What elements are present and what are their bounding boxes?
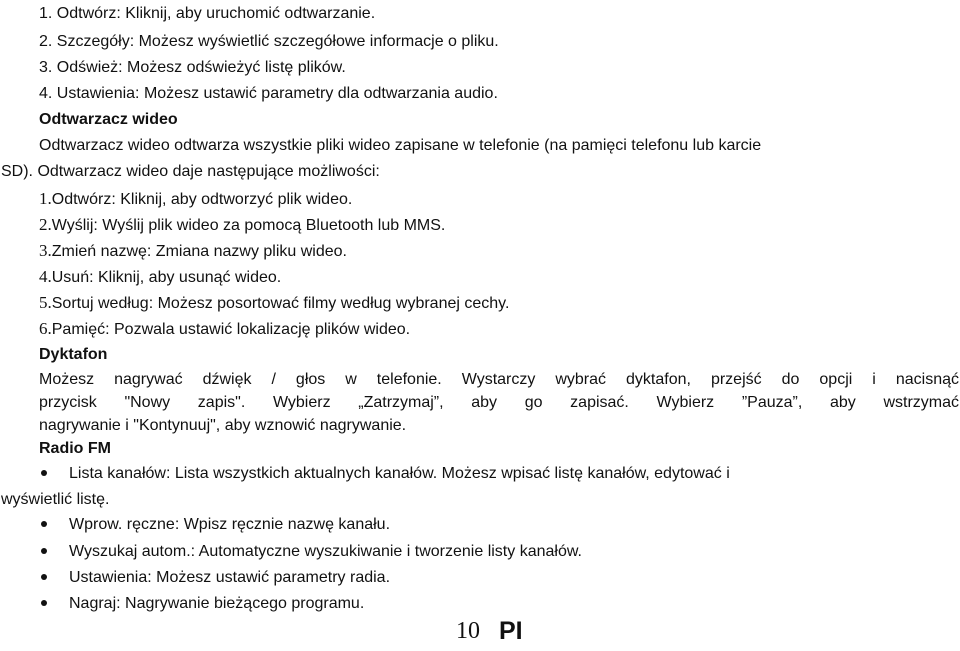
- radio-item-channel-list: Lista kanałów: Lista wszystkich aktualnych kanałów. Możesz wpisać listę kanałów, edytować i: [69, 465, 730, 482]
- language-label: PI: [499, 617, 523, 645]
- radio-item-auto-search: Wyszukaj autom.: Automatyczne wyszukiwanie i tworzenie listy kanałów.: [69, 543, 582, 560]
- radio-item-settings: Ustawienia: Możesz ustawić parametry radia.: [69, 569, 391, 586]
- bullet-icon: [41, 600, 47, 606]
- settings-item-refresh: 3. Odśwież: Możesz odświeżyć listę plików.: [39, 59, 346, 76]
- video-item-text: Pamięć: Pozwala ustawić lokalizację plików wideo.: [51, 321, 411, 338]
- video-item-text: Odtwórz: Kliknij, aby odtworzyć plik wideo.: [51, 191, 353, 208]
- video-item-send: [39, 215, 445, 236]
- video-item-number: 4.: [39, 267, 52, 286]
- bullet-icon: [41, 470, 47, 476]
- radio-item-record: Nagraj: Nagrywanie bieżącego programu.: [69, 595, 365, 612]
- video-item-delete: [39, 267, 281, 288]
- video-item-sort: [39, 293, 509, 314]
- video-item-number: 2.: [39, 215, 52, 234]
- video-item-rename: [39, 241, 347, 262]
- video-intro-line2: SD). Odtwarzacz wideo daje następujące możliwości:: [1, 163, 380, 180]
- radio-item-channel-list-cont: wyświetlić listę.: [1, 491, 110, 508]
- video-item-text: Sortuj według: Możesz posortować filmy według wybranej cechy.: [51, 295, 510, 312]
- dictaphone-heading: Dyktafon: [39, 346, 108, 363]
- video-item-text: Usuń: Kliknij, aby usunąć wideo.: [51, 269, 282, 286]
- video-item-number: 1.: [39, 189, 52, 208]
- bullet-icon: [41, 548, 47, 554]
- video-item-number: 6.: [39, 319, 52, 338]
- video-item-number: 3.: [39, 241, 52, 260]
- video-item-memory: [39, 319, 410, 340]
- dictaphone-text-line1: Możesz nagrywać dźwięk / głos w telefonie. Wystarczy wybrać dyktafon, przejść do opcji i nacisnąć: [39, 371, 959, 388]
- dictaphone-text-line2: przycisk "Nowy zapis". Wybierz „Zatrzymaj”, aby go zapisać. Wybierz ”Pauza”, aby wstrzymać: [39, 394, 959, 411]
- video-item-text: Zmień nazwę: Zmiana nazwy pliku wideo.: [51, 243, 347, 260]
- video-item-text: Wyślij: Wyślij plik wideo za pomocą Bluetooth lub MMS.: [51, 217, 446, 234]
- radio-heading: Radio FM: [39, 440, 111, 457]
- video-item-number: 5.: [39, 293, 52, 312]
- settings-item-play: 1. Odtwórz: Kliknij, aby uruchomić odtwarzanie.: [39, 5, 376, 22]
- radio-item-manual-input: Wprow. ręczne: Wpisz ręcznie nazwę kanału.: [69, 516, 391, 533]
- settings-item-settings: 4. Ustawienia: Możesz ustawić parametry dla odtwarzania audio.: [39, 85, 498, 102]
- page-number: 10: [456, 618, 480, 644]
- bullet-icon: [41, 574, 47, 580]
- settings-item-details: 2. Szczegóły: Możesz wyświetlić szczegółowe informacje o pliku.: [39, 33, 499, 50]
- bullet-icon: [41, 521, 47, 527]
- video-intro-line1: Odtwarzacz wideo odtwarza wszystkie pliki wideo zapisane w telefonie (na pamięci telefonu lub karcie: [39, 137, 762, 154]
- dictaphone-text-line3: nagrywanie i "Kontynuuj", aby wznowić nagrywanie.: [39, 417, 407, 434]
- video-heading: Odtwarzacz wideo: [39, 111, 178, 128]
- video-item-play: [39, 189, 352, 210]
